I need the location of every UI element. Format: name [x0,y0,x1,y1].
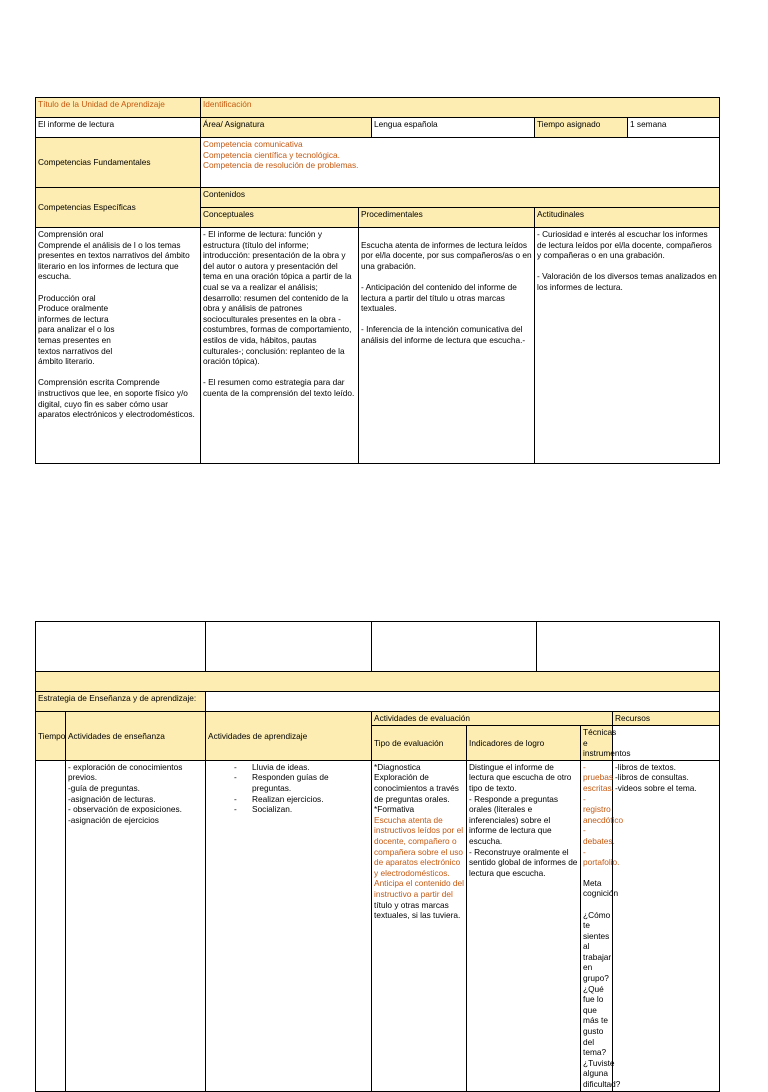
aprendizaje-item: - Socializan. [252,804,369,815]
comp-esp-label: Competencias Específicas [36,188,201,228]
tecnicas-label: Técnicas e instrumentos [581,726,613,761]
comp-fund-2: Competencia científica y tecnológica. [203,149,340,160]
eval-diagnostica: *Diagnostica Exploración de conocimientos a través de preguntas orales. *Formativa [374,761,459,815]
comp-fund-1: Competencia comunicativa [203,139,303,149]
tiempo-value: 1 semana [628,118,720,138]
actitudinales-label: Actitudinales [535,208,720,228]
aprendizaje-item: - Realizan ejercicios. [252,794,369,805]
actitudinales-text: - Curiosidad e interés al escuchar los informes de lectura leídos por el/la docente, compañeros y compañeras o en una grabación. - Valoración de los diversos temas analizados en los informes de lectura. [535,228,720,464]
tipo-eval-label: Tipo de evaluación [372,726,467,761]
estrategia-value [206,692,720,712]
comp-fund-label: Competencias Fundamentales [36,138,201,188]
conceptuales-text: - El informe de lectura: función y estructura (título del informe; introducción: presentación de la obra y del autor o autora y presentación del tema en una oración tópica a partir de la cual se va a realizar el análisis; desarrollo: resumen del contenido de la obra y análisis de patrones socioculturales presentes en la obra -costumbres, formas de comportamiento, estilos de vida, hábitos, pautas culturales-; conclusión: replanteo de la oración tópica). - El resumen como estrategia para dar cuenta de la comprensión del texto leído. [201,228,359,464]
procedimentales-label: Procedimentales [359,208,535,228]
recursos-text: -libros de textos. -libros de consultas. -videos sobre el tema. [613,760,720,1091]
unidad-label: Título de la Unidad de Aprendizaje [36,98,201,118]
act-aprendizaje-label: Actividades de aprendizaje [206,712,372,761]
identificacion-label: Identificación [201,98,720,118]
area-value: Lengua española [372,118,535,138]
procedimentales-text: Escucha atenta de informes de lectura leídos por el/la docente, por sus compañeros/as o en una grabación. - Anticipación del contenido del informe de lectura a partir del título u otras marcas textuales. - Inferencia de la intención comunicativa del análisis del informe de lectura que escucha.- [359,228,535,464]
blank-cell-4 [537,622,720,672]
tiempo-label: Tiempo asignado [535,118,628,138]
blank-cell-1 [36,622,206,672]
tiempo-value [36,760,66,1091]
recursos-label: Recursos [613,712,720,726]
eval-formativa-orange: Escucha atenta de instructivos leídos por el docente, compañero o compañera sobre el uso de aparatos electrónico y electrodomésticos. Anticipa el contenido del instructivo a partir del [374,814,464,899]
tecnicas-list: -pruebas escritas. -registro anecdótico -debates. - portafolio. [583,761,624,868]
aprendizaje-cell [206,760,372,1091]
tecnicas-cell [581,760,624,1091]
aprendizaje-list [208,762,369,815]
act-ensenanza-label: Actividades de enseñanza [66,712,206,761]
blank-cell-3 [372,622,537,672]
comp-esp-text: Comprensión oral Comprende el análisis de l o los temas presentes en textos narrativos del ámbito literario en los informes de lectura que escucha. Producción oral Produce oralmente informes de lectura para analizar el o los temas presentes en textos narrativos del ámbito literario. Comprensión escrita Comprende instructivos que lee, en soporte físico y/o digital, cuyo fin es saber cómo usar aparatos electrónicos y electrodomésticos. [36,228,201,464]
eval-formativa-black: título y otras marcas textuales, si las tuviera. [374,899,461,921]
planning-table-2 [35,621,720,1092]
tiempo-label: Tiempo [36,712,66,761]
conceptuales-label: Conceptuales [201,208,359,228]
ensenanza-text: - exploración de conocimientos previos. -guía de preguntas. -asignación de lecturas. - observación de exposiciones. -asignación de ejercicios [66,760,206,1091]
unidad-value: El informe de lectura [36,118,201,138]
indicadores-text: Distingue el informe de lectura que escucha de otro tipo de texto. - Responde a preguntas orales (literales e inferenciales) sobre el informe de lectura que escucha. - Reconstruye oralmente el sentido global de informes de lectura que escucha. [467,760,581,1091]
planning-table-1 [35,97,720,464]
act-evaluacion-label: Actividades de evaluación [372,712,613,726]
indicadores-label: Indicadores de logro [467,726,581,761]
comp-fund-values [201,138,720,188]
tipo-eval-cell [372,760,467,1091]
blank-cell-2 [206,622,372,672]
aprendizaje-item: - Lluvia de ideas. [252,762,369,773]
blank-band [36,672,720,692]
metacognicion-text: Meta cognición ¿Cómo te sientes al trabajar en grupo? ¿Qué fue lo que más te gusto del tema? ¿Tuviste alguna dificultad? [583,877,621,1089]
aprendizaje-item: - Responden guías de preguntas. [252,772,369,793]
comp-fund-3: Competencia de resolución de problemas. [203,160,359,171]
contenidos-label: Contenidos [201,188,720,208]
area-label: Área/ Asignatura [201,118,372,138]
estrategia-label: Estrategia de Enseñanza y de aprendizaje: [36,692,206,712]
